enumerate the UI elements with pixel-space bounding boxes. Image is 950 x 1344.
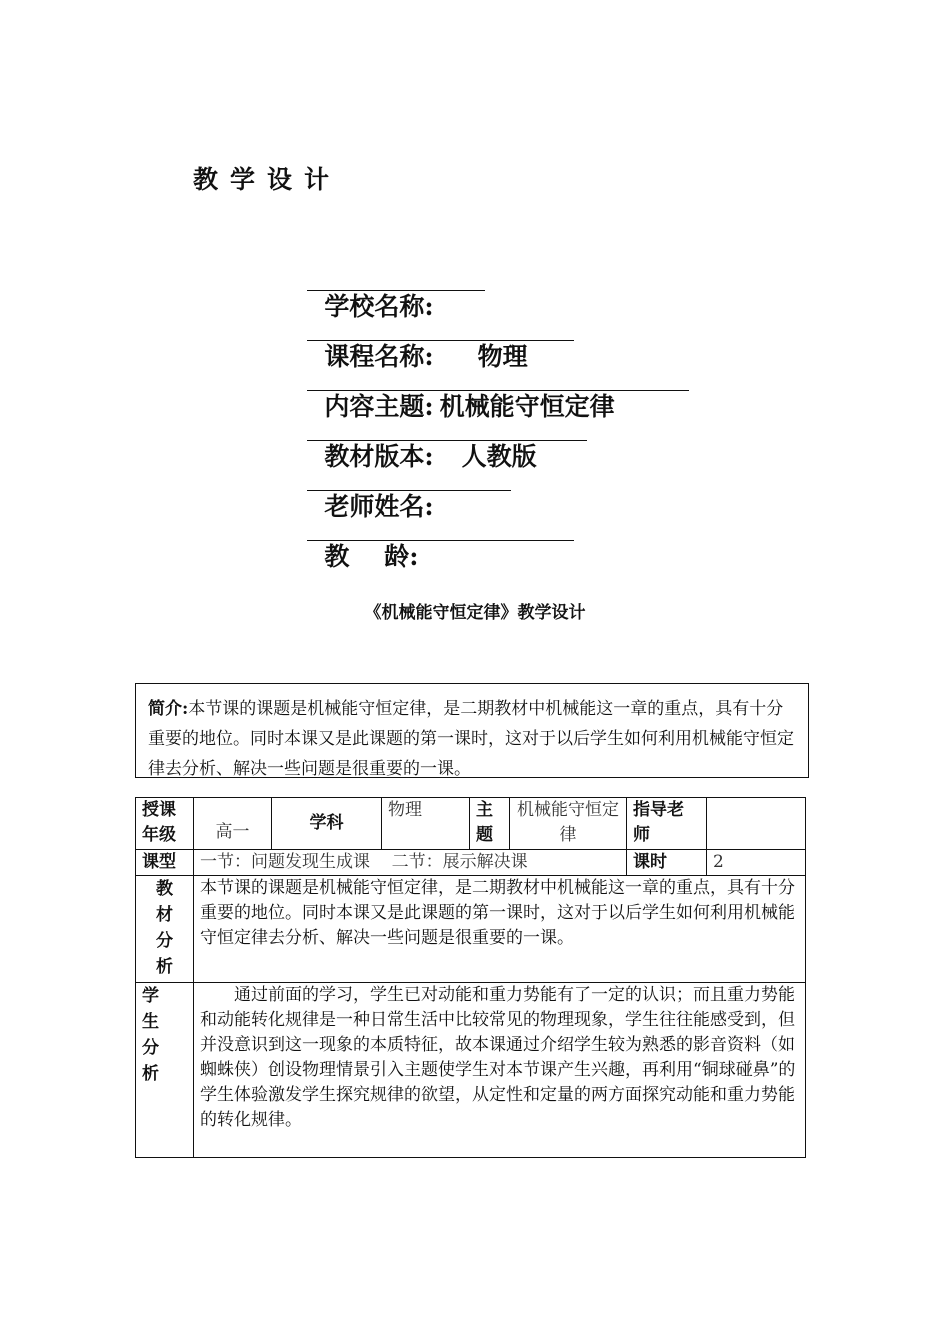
- intro-label: 简介:: [148, 699, 189, 719]
- textbook-version-field: [307, 406, 587, 471]
- instructor-label: 指导老师: [627, 798, 707, 850]
- field-value: 机械能守恒定律: [439, 392, 615, 421]
- grade-value: 高一: [194, 798, 272, 850]
- table-row: [136, 876, 806, 983]
- table-row: [136, 798, 806, 850]
- material-analysis-text: 本节课的课题是机械能守恒定律，是二期教材中机械能这一章的重点，具有十分重要的地位。同时本课又是此课题的第一课时，这对于以后学生如何利用机械能守恒定律去分析、解决一些问题是很重要的一课。: [194, 876, 806, 983]
- table-row: [136, 983, 806, 1158]
- student-analysis-label: 学生分析: [142, 986, 159, 1084]
- lesson-info-table: [135, 797, 806, 1158]
- class-hours-value: 2: [707, 850, 806, 876]
- teacher-name-field: [307, 456, 511, 521]
- field-label: 课程名称:: [324, 342, 434, 371]
- intro-box: [135, 683, 809, 778]
- topic-label: 主题: [470, 798, 510, 850]
- course-name-field: [307, 306, 574, 371]
- topic-value: 机械能守恒定律: [510, 798, 627, 850]
- content-topic-field: [307, 356, 689, 421]
- subject-value: 物理: [382, 798, 470, 850]
- teaching-years-field: [307, 506, 574, 571]
- lesson-type-value: 一节：问题发现生成课 二节：展示解决课: [194, 850, 627, 876]
- material-analysis-label: 教材分析: [156, 879, 173, 977]
- material-analysis-label-cell: [136, 876, 194, 983]
- instructor-value: [707, 798, 806, 850]
- grade-label: 授课年级: [136, 798, 194, 850]
- field-label: 老师姓名:: [324, 492, 434, 521]
- field-label: 教 龄:: [324, 542, 419, 571]
- table-row: [136, 850, 806, 876]
- field-value: 物理: [477, 342, 528, 371]
- field-label: 学校名称:: [324, 292, 434, 321]
- class-hours-label: 课时: [627, 850, 707, 876]
- lesson-type-label: 课型: [136, 850, 194, 876]
- student-analysis-label-cell: [136, 983, 194, 1158]
- intro-text: 本节课的课题是机械能守恒定律，是二期教材中机械能这一章的重点，具有十分重要的地位。同时本课又是此课题的第一课时，这对于以后学生如何利用机械能守恒定律去分析、解决一些问题是很重要的一课。: [148, 699, 794, 779]
- document-title: 教学设计: [193, 165, 342, 194]
- field-label: 内容主题:: [324, 392, 434, 421]
- field-label: 教材版本:: [324, 442, 434, 471]
- lesson-title: 《机械能守恒定律》教学设计: [364, 603, 586, 623]
- school-name-field: [307, 256, 485, 321]
- field-value: 人教版: [461, 442, 537, 471]
- student-analysis-text: 通过前面的学习，学生已对动能和重力势能有了一定的认识；而且重力势能和动能转化规律是一种日常生活中比较常见的物理现象，学生往往能感受到，但并没意识到这一现象的本质特征，故本课通过介绍学生较为熟悉的影音资料（如蜘蛛侠）创设物理情景引入主题使学生对本节课产生兴趣，再利用“铜球碰鼻”的学生体验激发学生探究规律的欲望，从定性和定量的两方面探究动能和重力势能的转化规律。: [194, 983, 806, 1158]
- subject-label: 学科: [272, 798, 382, 850]
